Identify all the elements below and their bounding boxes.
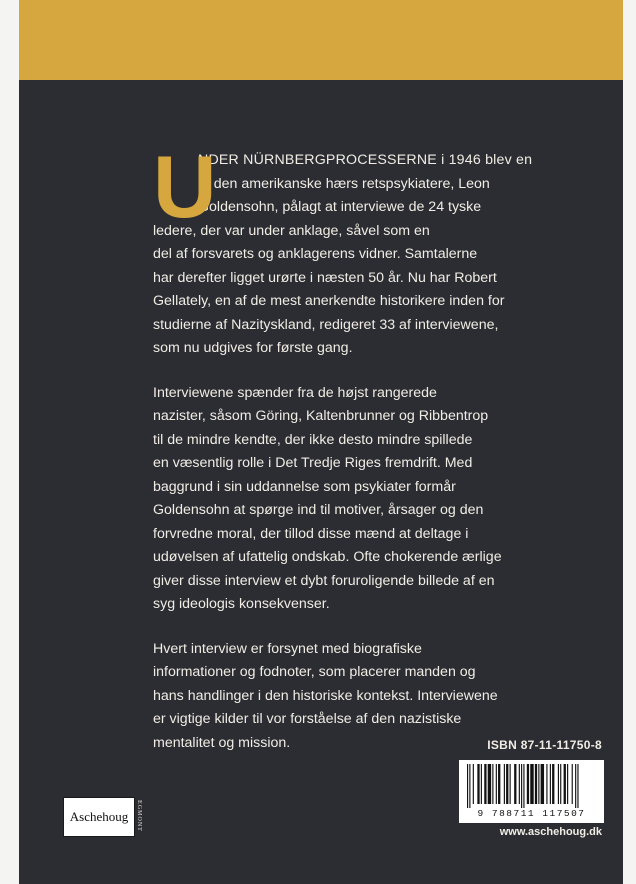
paragraph-2-line: Goldensohn at spørge ind til motiver, årsager og den bbox=[153, 502, 484, 518]
barcode-digits: 9 788711 117507 bbox=[477, 808, 586, 819]
barcode-bar bbox=[535, 764, 537, 804]
paragraph-1-line: Gellately, en af de mest anerkendte historikere inden for bbox=[153, 293, 505, 309]
paragraph-1-line: har derefter ligget urørte i næsten 50 år. Nu har Robert bbox=[153, 269, 497, 286]
drop-cap: U bbox=[153, 137, 217, 236]
paragraph-2-line: syg ideologis konsekvenser. bbox=[153, 596, 330, 612]
paragraph-2-line: baggrund i sin uddannelse som psykiater formår bbox=[153, 478, 456, 495]
barcode-bar bbox=[484, 764, 486, 804]
barcode-bar bbox=[550, 764, 551, 804]
barcode-bar bbox=[510, 764, 511, 804]
barcode-bar bbox=[504, 764, 505, 804]
barcode-bar bbox=[527, 764, 529, 804]
barcode-bar bbox=[558, 764, 559, 804]
barcode-bar bbox=[498, 764, 500, 804]
barcode-bar bbox=[575, 764, 576, 808]
paragraph-2-line: udøvelsen af ufattelig ondskab. Ofte chokerende ærlige bbox=[153, 549, 502, 565]
back-cover bbox=[19, 0, 623, 884]
paragraph-2-line: forvredne moral, der tillod disse mænd at deltage i bbox=[153, 525, 469, 542]
publisher-group-mark bbox=[133, 797, 145, 835]
barcode-bar bbox=[492, 764, 493, 804]
paragraph-1-line: Goldensohn, pålagt at interviewe de 24 tyske bbox=[198, 199, 482, 215]
blurb-paragraph-3 bbox=[153, 638, 523, 756]
barcode-bar bbox=[538, 764, 539, 804]
barcode-bar bbox=[572, 764, 573, 804]
paragraph-2-line: Interviewene spænder fra de højst rangerede bbox=[153, 384, 437, 401]
barcode-bar bbox=[477, 764, 479, 804]
barcode bbox=[459, 760, 604, 823]
paragraph-2-line: nazister, såsom Göring, Kaltenbrunner og Ribbentrop bbox=[153, 408, 489, 424]
barcode-bar bbox=[541, 764, 544, 804]
blurb-paragraph-2 bbox=[153, 382, 523, 617]
barcode-bar bbox=[546, 764, 547, 804]
mustard-top-band bbox=[19, 0, 623, 80]
barcode-bar bbox=[496, 764, 497, 804]
publisher-name: Aschehoug bbox=[69, 809, 129, 824]
blurb-text bbox=[153, 137, 533, 755]
barcode-bar bbox=[519, 764, 520, 804]
publisher-logo bbox=[63, 797, 135, 837]
blurb-paragraph-1 bbox=[153, 137, 533, 361]
publisher-website: www.aschehoug.dk bbox=[499, 826, 602, 838]
barcode-bar bbox=[564, 764, 566, 804]
barcode-bar bbox=[467, 764, 468, 808]
paragraph-1-line: del af forsvarets og anklagerens vidner. Samtalerne bbox=[153, 246, 478, 262]
barcode-bar bbox=[530, 764, 533, 804]
paragraph-2-line: giver disse interview et dybt foruroligende billede af en bbox=[153, 572, 495, 589]
paragraph-3-line: mentalitet og mission. bbox=[153, 734, 291, 751]
barcode-bar bbox=[473, 764, 474, 804]
barcode-bars bbox=[465, 764, 598, 808]
barcode-bar bbox=[577, 764, 578, 808]
paragraph-1-line: som nu udgives for første gang. bbox=[153, 340, 353, 356]
paragraph-1-line: af den amerikanske hærs retspsykiatere, Leon bbox=[198, 175, 490, 192]
paragraph-3-line: Hvert interview er forsynet med biografiske bbox=[153, 640, 422, 657]
barcode-bar bbox=[567, 764, 568, 804]
paragraph-1-line: studierne af Nazityskland, redigeret 33 af interviewene, bbox=[153, 316, 499, 333]
paragraph-3-line: hans handlinger i den historiske kontekst. Interviewene bbox=[153, 687, 498, 704]
barcode-bar bbox=[514, 764, 516, 804]
barcode-bar bbox=[469, 764, 470, 808]
paragraph-2-line: en væsentlig rolle i Det Tredje Riges fremdrift. Med bbox=[153, 455, 473, 471]
paragraph-1-line: NDER NÜRNBERGPROCESSERNE i 1946 blev en bbox=[198, 152, 533, 168]
isbn-label: ISBN 87-11-11750-8 bbox=[487, 738, 602, 752]
publisher-group-name: EGMONT bbox=[136, 800, 143, 832]
barcode-bar bbox=[523, 764, 524, 808]
paragraph-3-line: er vigtige kilder til vor forståelse af den nazistiske bbox=[153, 711, 462, 727]
barcode-bar bbox=[506, 764, 508, 804]
paragraph-3-line: informationer og fodnoter, som placerer manden og bbox=[153, 664, 476, 680]
paragraph-1-line: ledere, der var under anklage, såvel som en bbox=[153, 222, 430, 239]
barcode-bar bbox=[488, 764, 491, 804]
barcode-bar bbox=[552, 764, 554, 804]
barcode-bar bbox=[481, 764, 482, 804]
paragraph-2-line: til de mindre kendte, der ikke desto mindre spillede bbox=[153, 431, 473, 448]
barcode-bar bbox=[560, 764, 561, 804]
barcode-bar bbox=[521, 764, 522, 808]
